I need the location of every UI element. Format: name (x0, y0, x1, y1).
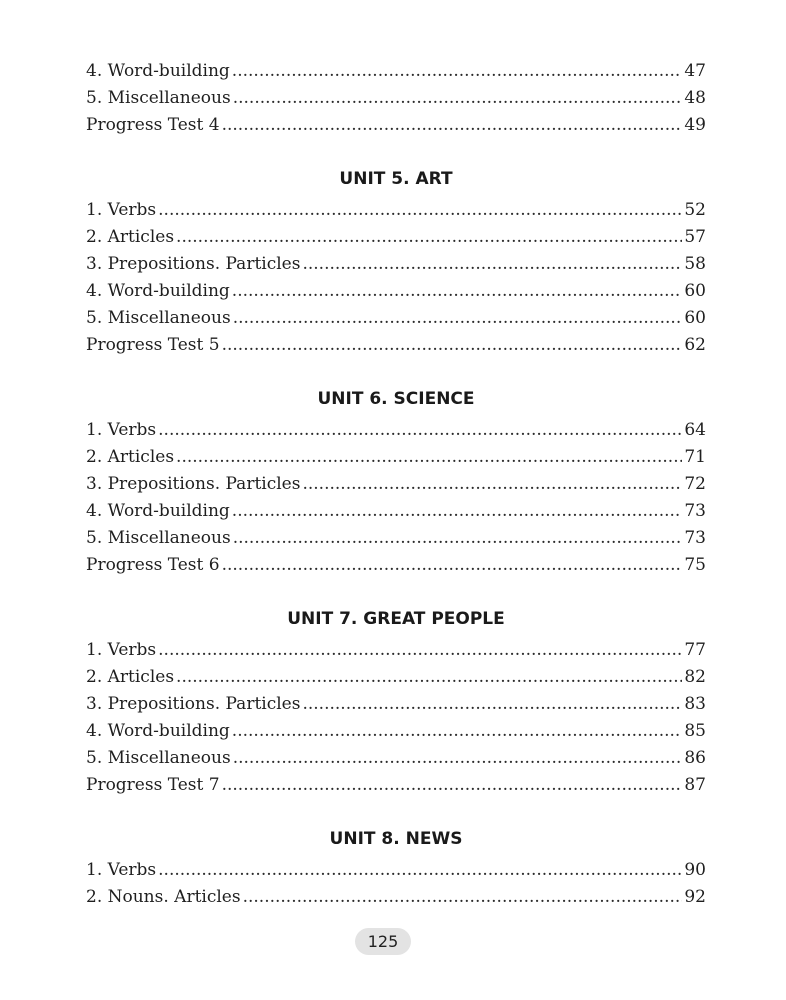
dot-leader (232, 498, 683, 525)
toc-entry-label: 2. Nouns. Articles (86, 887, 241, 907)
dot-leader (233, 305, 683, 332)
toc-entry-page: 82 (684, 667, 706, 687)
dot-leader (176, 224, 682, 251)
toc-entry[interactable] (86, 251, 706, 278)
toc-entry[interactable] (86, 857, 706, 884)
unit-title: UNIT 5. ART (339, 169, 453, 189)
unit-title: UNIT 7. GREAT PEOPLE (287, 609, 505, 629)
toc-entry-label: Progress Test 7 (86, 775, 220, 795)
toc-entry[interactable] (86, 664, 706, 691)
dot-leader (222, 332, 683, 359)
toc-entry[interactable] (86, 305, 706, 332)
dot-leader (232, 718, 683, 745)
toc-entry[interactable] (86, 471, 706, 498)
toc-entry[interactable] (86, 718, 706, 745)
table-of-contents (86, 58, 706, 911)
toc-entry-label: 4. Word-building (86, 281, 230, 301)
toc-entry[interactable] (86, 552, 706, 579)
toc-section (86, 58, 706, 139)
toc-entry-label: 1. Verbs (86, 200, 157, 220)
page-number-badge: 125 (355, 928, 411, 955)
toc-entry[interactable] (86, 772, 706, 799)
toc-entry-label: 2. Articles (86, 667, 175, 687)
toc-entry-label: 3. Prepositions. Particles (86, 694, 301, 714)
dot-leader (158, 417, 682, 444)
dot-leader (233, 745, 683, 772)
toc-entry-page: 57 (684, 227, 706, 247)
toc-entry-label: 1. Verbs (86, 860, 157, 880)
unit-title: UNIT 8. NEWS (329, 829, 463, 849)
toc-entry[interactable] (86, 197, 706, 224)
toc-entry-page: 62 (684, 335, 706, 355)
toc-entry-label: 5. Miscellaneous (86, 528, 231, 548)
toc-section (86, 166, 706, 359)
toc-entry-page: 87 (684, 775, 706, 795)
dot-leader (176, 664, 682, 691)
toc-entry[interactable] (86, 58, 706, 85)
dot-leader (302, 691, 682, 718)
toc-entry-label: Progress Test 6 (86, 555, 220, 575)
dot-leader (222, 772, 683, 799)
toc-entry[interactable] (86, 417, 706, 444)
toc-entry[interactable] (86, 444, 706, 471)
toc-entry[interactable] (86, 224, 706, 251)
toc-entry-page: 86 (684, 748, 706, 768)
toc-entry-label: 2. Articles (86, 227, 175, 247)
toc-entry-label: 3. Prepositions. Particles (86, 254, 301, 274)
toc-section (86, 606, 706, 799)
toc-entry[interactable] (86, 498, 706, 525)
toc-entry-label: 3. Prepositions. Particles (86, 474, 301, 494)
toc-entry-page: 90 (684, 860, 706, 880)
unit-title: UNIT 6. SCIENCE (317, 389, 475, 409)
dot-leader (302, 251, 682, 278)
toc-entry-label: 1. Verbs (86, 640, 157, 660)
toc-entry-label: Progress Test 5 (86, 335, 220, 355)
dot-leader (158, 197, 682, 224)
toc-entry-page: 60 (684, 281, 706, 301)
toc-entry-page: 73 (684, 528, 706, 548)
dot-leader (243, 884, 683, 911)
dot-leader (222, 552, 683, 579)
toc-entry[interactable] (86, 745, 706, 772)
toc-entry[interactable] (86, 525, 706, 552)
dot-leader (158, 857, 682, 884)
toc-entry[interactable] (86, 884, 706, 911)
toc-entry-label: 4. Word-building (86, 61, 230, 81)
dot-leader (176, 444, 682, 471)
toc-entry-page: 49 (684, 115, 706, 135)
toc-entry-page: 71 (684, 447, 706, 467)
toc-entry-page: 72 (684, 474, 706, 494)
toc-entry-page: 73 (684, 501, 706, 521)
toc-entry-page: 52 (684, 200, 706, 220)
toc-entry-page: 92 (684, 887, 706, 907)
toc-entry-page: 58 (684, 254, 706, 274)
toc-entry-label: 5. Miscellaneous (86, 748, 231, 768)
toc-entry-label: 5. Miscellaneous (86, 88, 231, 108)
toc-entry-label: 1. Verbs (86, 420, 157, 440)
toc-entry-page: 77 (684, 640, 706, 660)
dot-leader (232, 58, 683, 85)
toc-entry-page: 48 (684, 88, 706, 108)
toc-entry-label: Progress Test 4 (86, 115, 220, 135)
toc-entry-label: 4. Word-building (86, 721, 230, 741)
toc-entry-page: 60 (684, 308, 706, 328)
toc-entry[interactable] (86, 637, 706, 664)
toc-entry[interactable] (86, 278, 706, 305)
toc-section (86, 826, 706, 911)
dot-leader (158, 637, 682, 664)
toc-entry-label: 2. Articles (86, 447, 175, 467)
toc-entry[interactable] (86, 85, 706, 112)
toc-entry-page: 47 (684, 61, 706, 81)
dot-leader (232, 278, 683, 305)
toc-entry[interactable] (86, 332, 706, 359)
toc-entry[interactable] (86, 112, 706, 139)
dot-leader (302, 471, 682, 498)
dot-leader (222, 112, 683, 139)
toc-entry-page: 64 (684, 420, 706, 440)
toc-entry-page: 83 (684, 694, 706, 714)
toc-entry-page: 85 (684, 721, 706, 741)
toc-entry-page: 75 (684, 555, 706, 575)
toc-entry-label: 5. Miscellaneous (86, 308, 231, 328)
dot-leader (233, 85, 683, 112)
toc-section (86, 386, 706, 579)
dot-leader (233, 525, 683, 552)
toc-entry[interactable] (86, 691, 706, 718)
toc-entry-label: 4. Word-building (86, 501, 230, 521)
